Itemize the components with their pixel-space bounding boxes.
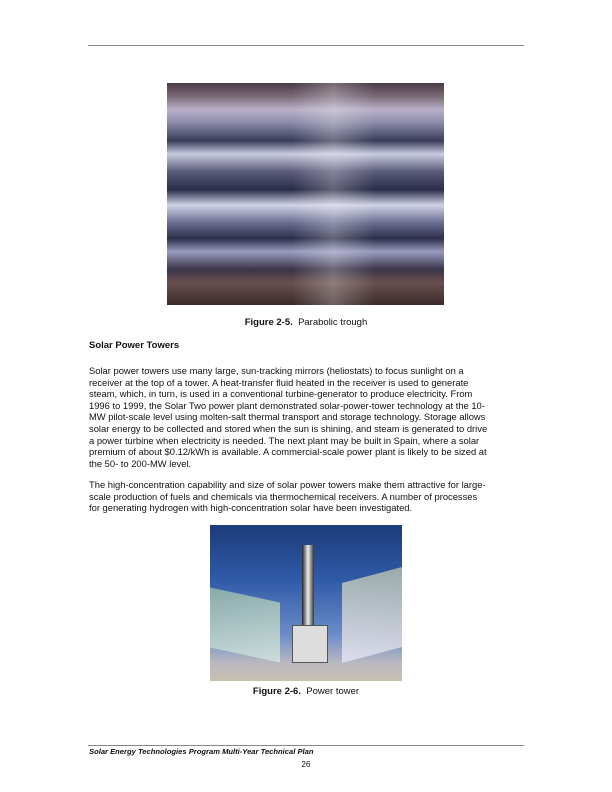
figure-2-6-caption — [0, 686, 612, 697]
footer-rule — [88, 745, 524, 746]
text-line: a power turbine when electricity is needed. The next plant may be built in Spain, where a solar — [89, 434, 480, 446]
parabolic-trough-photo — [167, 83, 444, 305]
figure-2-5-caption — [0, 317, 612, 328]
page-number: 26 — [301, 760, 311, 769]
text-line: solar energy to be collected and stored when the sun is shining, and steam is generated to drive — [89, 422, 488, 434]
section-heading: Solar Power Towers — [89, 340, 180, 351]
paragraph-2 — [89, 479, 486, 514]
footer-title: Solar Energy Technologies Program Multi-Year Technical Plan — [89, 747, 314, 756]
figure-label: Figure 2-5. — [244, 317, 293, 328]
power-tower-photo — [210, 525, 402, 681]
text-line: 1996 to 1999, the Solar Two power plant demonstrated solar-power-tower technology at the 10- — [89, 399, 485, 411]
text-line: The high-concentration capability and size of solar power towers make them attractive for large- — [89, 479, 486, 490]
figure-caption-text: Parabolic trough — [298, 317, 368, 328]
text-line: scale production of fuels and chemicals via thermochemical receivers. A number of processes — [89, 490, 478, 502]
figure-caption-text: Power tower — [306, 686, 360, 697]
text-line: Solar power towers use many large, sun-tracking mirrors (heliostats) to focus sunlight on a — [89, 365, 464, 376]
header-rule — [88, 45, 524, 46]
paragraph-1 — [89, 365, 487, 469]
text-line: steam, which, in turn, is used in a conventional turbine-generator to produce electricity. From — [89, 388, 473, 400]
text-line: the 50- to 200-MW level. — [89, 457, 192, 469]
text-line: MW pilot-scale level using molten-salt thermal transport and storage technology. Storage allows — [89, 411, 486, 423]
text-line: receiver at the top of a tower. A heat-transfer fluid heated in the receiver is used to generate — [89, 376, 469, 388]
text-line: premium of about $0.12/kWh is available. A commercial-scale power plant is likely to be sized at — [89, 446, 487, 458]
text-line: for generating hydrogen with high-concentration solar have been investigated. — [89, 502, 413, 514]
figure-label: Figure 2-6. — [252, 686, 301, 697]
